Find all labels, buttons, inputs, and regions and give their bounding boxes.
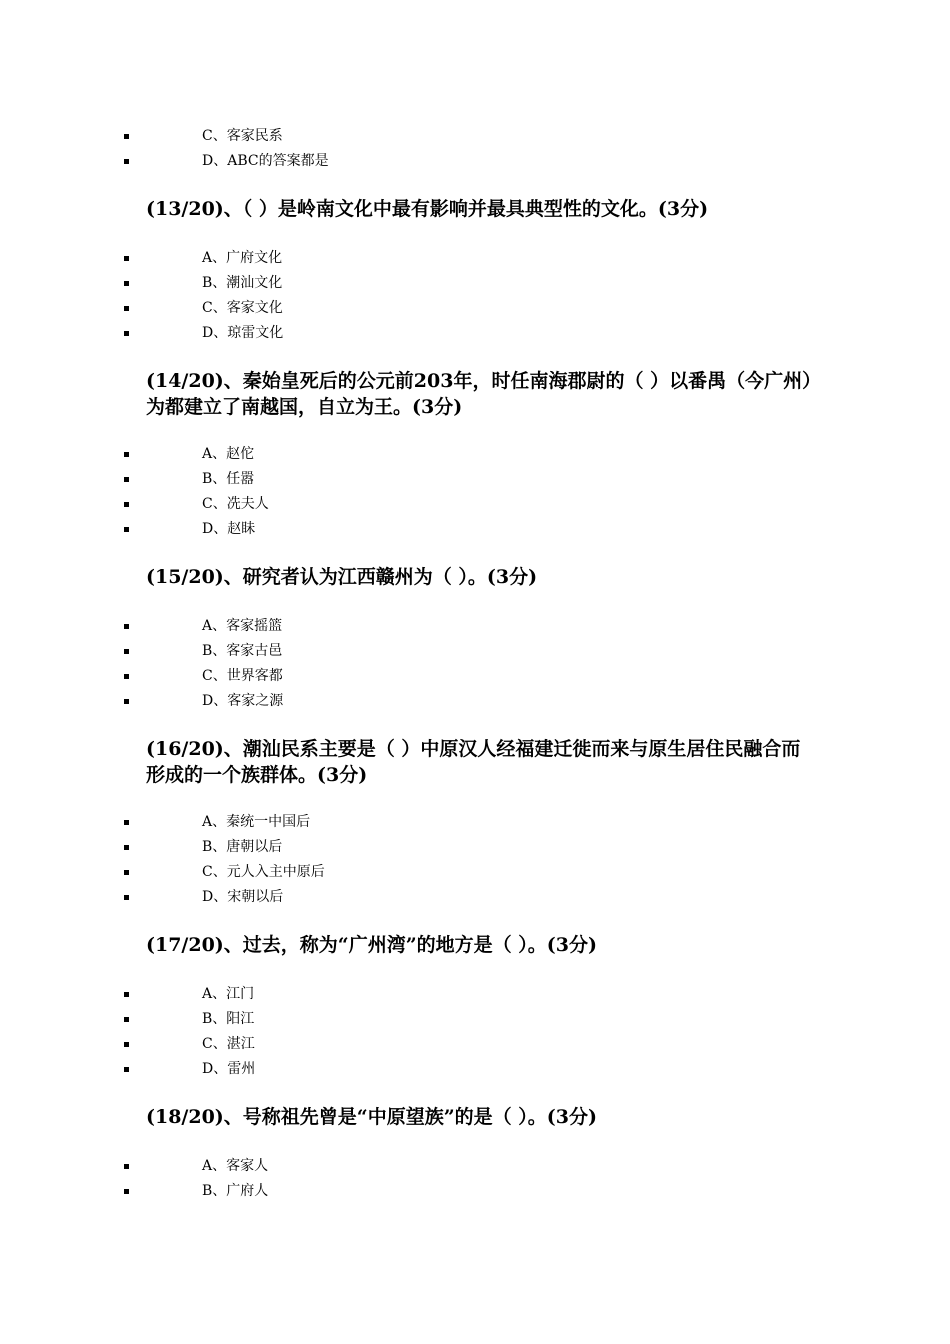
question-text: (14/20)、秦始皇死后的公元前203年，时任南海郡尉的（ ）以番禺（今广州）为都建立了南越国，自立为王。(3分) (146, 370, 812, 418)
option-text: B、广府人 (202, 1183, 269, 1199)
option-list (0, 982, 950, 1082)
option-list (0, 124, 950, 174)
option-text: A、江门 (202, 986, 255, 1002)
option-list (0, 810, 950, 910)
option-text: B、客家古邑 (202, 643, 283, 659)
question-text: (13/20)、（ ）是岭南文化中最有影响并最具典型性的文化。(3分) (146, 198, 709, 220)
option-text: D、ABC的答案都是 (202, 153, 329, 169)
option-item (0, 1057, 950, 1082)
bullet-icon (124, 452, 129, 457)
option-item (0, 467, 950, 492)
option-item (0, 614, 950, 639)
option-item (0, 124, 950, 149)
option-item (0, 492, 950, 517)
option-text: D、宋朝以后 (202, 889, 284, 905)
bullet-icon (124, 1042, 129, 1047)
bullet-icon (124, 281, 129, 286)
bullet-icon (124, 159, 129, 164)
bullet-icon (124, 820, 129, 825)
bullet-icon (124, 649, 129, 654)
option-item (0, 664, 950, 689)
option-item (0, 1179, 950, 1204)
option-list (0, 442, 950, 542)
bullet-icon (124, 674, 129, 679)
bullet-icon (124, 1189, 129, 1194)
bullet-icon (124, 477, 129, 482)
option-text: A、赵佗 (202, 446, 255, 462)
option-item (0, 860, 950, 885)
option-item (0, 442, 950, 467)
question-text: (18/20)、号称祖先曾是“中原望族”的是（ ）。(3分) (146, 1106, 597, 1128)
option-text: A、客家人 (202, 1158, 269, 1174)
option-item (0, 246, 950, 271)
bullet-icon (124, 134, 129, 139)
option-item (0, 982, 950, 1007)
option-text: A、广府文化 (202, 250, 283, 266)
option-text: B、唐朝以后 (202, 839, 283, 855)
option-list (0, 614, 950, 714)
option-text: C、元人入主中原后 (202, 864, 325, 880)
option-list (0, 246, 950, 346)
option-item (0, 885, 950, 910)
option-text: C、冼夫人 (202, 496, 269, 512)
option-text: D、雷州 (202, 1061, 256, 1077)
option-text: C、客家文化 (202, 300, 283, 316)
option-text: C、世界客都 (202, 668, 283, 684)
option-item (0, 149, 950, 174)
bullet-icon (124, 624, 129, 629)
option-text: D、琼雷文化 (202, 325, 284, 341)
option-text: C、客家民系 (202, 128, 283, 144)
option-item (0, 517, 950, 542)
option-text: A、客家摇篮 (202, 618, 283, 634)
bullet-icon (124, 502, 129, 507)
bullet-icon (124, 699, 129, 704)
option-item (0, 1154, 950, 1179)
bullet-icon (124, 1017, 129, 1022)
option-text: B、阳江 (202, 1011, 255, 1027)
bullet-icon (124, 845, 129, 850)
bullet-icon (124, 992, 129, 997)
question-text: (16/20)、潮汕民系主要是（ ）中原汉人经福建迁徙而来与原生居住民融合而形成的一个族群体。(3分) (146, 738, 801, 786)
option-text: B、潮汕文化 (202, 275, 283, 291)
bullet-icon (124, 331, 129, 336)
option-item (0, 835, 950, 860)
option-list (0, 1154, 950, 1204)
question-text: (17/20)、过去，称为“广州湾”的地方是（ ）。(3分) (146, 934, 597, 956)
bullet-icon (124, 1067, 129, 1072)
bullet-icon (124, 306, 129, 311)
option-text: A、秦统一中国后 (202, 814, 311, 830)
question-text: (15/20)、研究者认为江西赣州为（ ）。(3分) (146, 566, 538, 588)
option-text: D、赵眛 (202, 521, 256, 537)
bullet-icon (124, 527, 129, 532)
bullet-icon (124, 895, 129, 900)
bullet-icon (124, 1164, 129, 1169)
bullet-icon (124, 870, 129, 875)
option-item (0, 810, 950, 835)
option-text: D、客家之源 (202, 693, 284, 709)
option-item (0, 1032, 950, 1057)
option-item (0, 271, 950, 296)
option-item (0, 639, 950, 664)
bullet-icon (124, 256, 129, 261)
option-item (0, 296, 950, 321)
option-item (0, 321, 950, 346)
option-item (0, 689, 950, 714)
option-text: C、湛江 (202, 1036, 255, 1052)
option-item (0, 1007, 950, 1032)
option-text: B、任嚣 (202, 471, 255, 487)
